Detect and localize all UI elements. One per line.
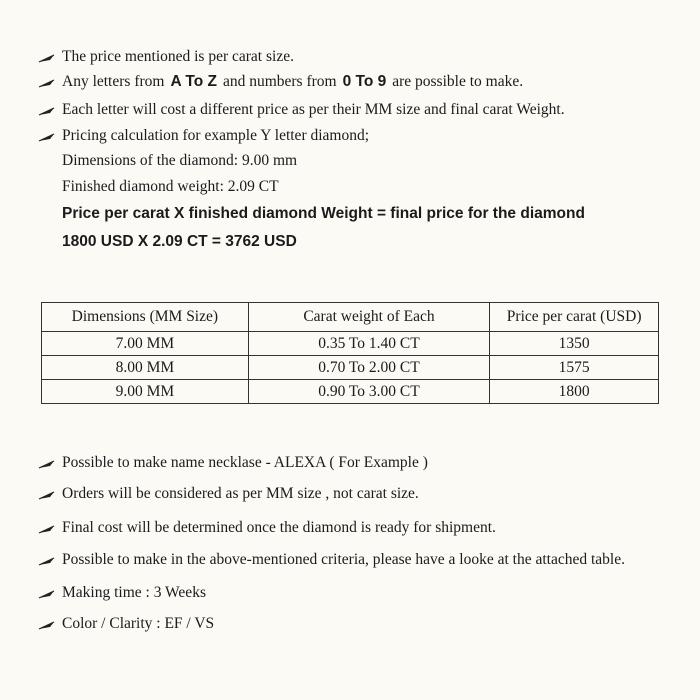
example-dimensions: Dimensions of the diamond: 9.00 mm: [62, 152, 298, 169]
cell-price: 1350: [490, 332, 659, 356]
arrow-bullet-icon: [38, 51, 56, 63]
table-row: [42, 380, 659, 404]
note-text: Possible to make name necklase - ALEXA ( For Example ): [62, 454, 428, 471]
cell-carat-weight: 0.35 To 1.40 CT: [248, 332, 490, 356]
arrow-bullet-icon: [38, 457, 56, 469]
bullet-text: Each letter will cost a different price as per their MM size and final carat Weight.: [62, 101, 565, 118]
note-text: Making time : 3 Weeks: [62, 584, 206, 601]
arrow-bullet-icon: [38, 522, 56, 534]
pricing-table: [41, 302, 659, 404]
note-color-clarity: [38, 615, 214, 633]
arrow-bullet-icon: [38, 587, 56, 599]
note-orders-mm-size: [38, 485, 419, 503]
note-final-cost: [38, 519, 496, 537]
cell-price: 1575: [490, 356, 659, 380]
price-example: 1800 USD X 2.09 CT = 3762 USD: [62, 233, 297, 250]
cell-price: 1800: [490, 380, 659, 404]
arrow-bullet-icon: [38, 76, 56, 88]
cell-dimension: 8.00 MM: [42, 356, 249, 380]
arrow-bullet-icon: [38, 554, 56, 566]
header-price-per-carat: Price per carat (USD): [490, 303, 659, 332]
cell-carat-weight: 0.70 To 2.00 CT: [248, 356, 490, 380]
cell-dimension: 7.00 MM: [42, 332, 249, 356]
bullet-text: Any letters from: [62, 73, 165, 90]
arrow-bullet-icon: [38, 130, 56, 142]
note-text: Final cost will be determined once the diamond is ready for shipment.: [62, 519, 496, 536]
bullet-text: Pricing calculation for example Y letter diamond;: [62, 127, 370, 144]
price-formula: Price per carat X finished diamond Weight = final price for the diamond: [62, 205, 585, 222]
bullet-text: and numbers from: [222, 73, 337, 90]
bullet-text: are possible to make.: [392, 73, 524, 90]
letters-range: A To Z: [170, 73, 217, 90]
note-text: Color / Clarity : EF / VS: [62, 615, 215, 632]
arrow-bullet-icon: [38, 104, 56, 116]
note-text: Possible to make in the above-mentioned criteria, please have a looke at the attached table.: [62, 551, 625, 568]
note-making-time: [38, 584, 206, 602]
cell-dimension: 9.00 MM: [42, 380, 249, 404]
arrow-bullet-icon: [38, 488, 56, 500]
bullet-letter-cost: [38, 101, 565, 119]
bullet-price-per-carat: [38, 48, 294, 66]
header-dimensions: Dimensions (MM Size): [42, 303, 249, 332]
note-text: Orders will be considered as per MM size , not carat size.: [62, 485, 419, 502]
header-carat-weight: Carat weight of Each: [248, 303, 490, 332]
table-row: [42, 332, 659, 356]
table-row: [42, 356, 659, 380]
bullet-pricing-example: [38, 127, 369, 145]
bullet-text: The price mentioned is per carat size.: [62, 48, 294, 65]
bullet-letters-numbers: [38, 73, 523, 91]
cell-carat-weight: 0.90 To 3.00 CT: [248, 380, 490, 404]
arrow-bullet-icon: [38, 618, 56, 630]
table-header-row: [42, 303, 659, 332]
numbers-range: 0 To 9: [342, 73, 387, 90]
note-criteria: [38, 551, 625, 569]
note-name-necklace: [38, 454, 428, 472]
example-finished-weight: Finished diamond weight: 2.09 CT: [62, 178, 279, 195]
